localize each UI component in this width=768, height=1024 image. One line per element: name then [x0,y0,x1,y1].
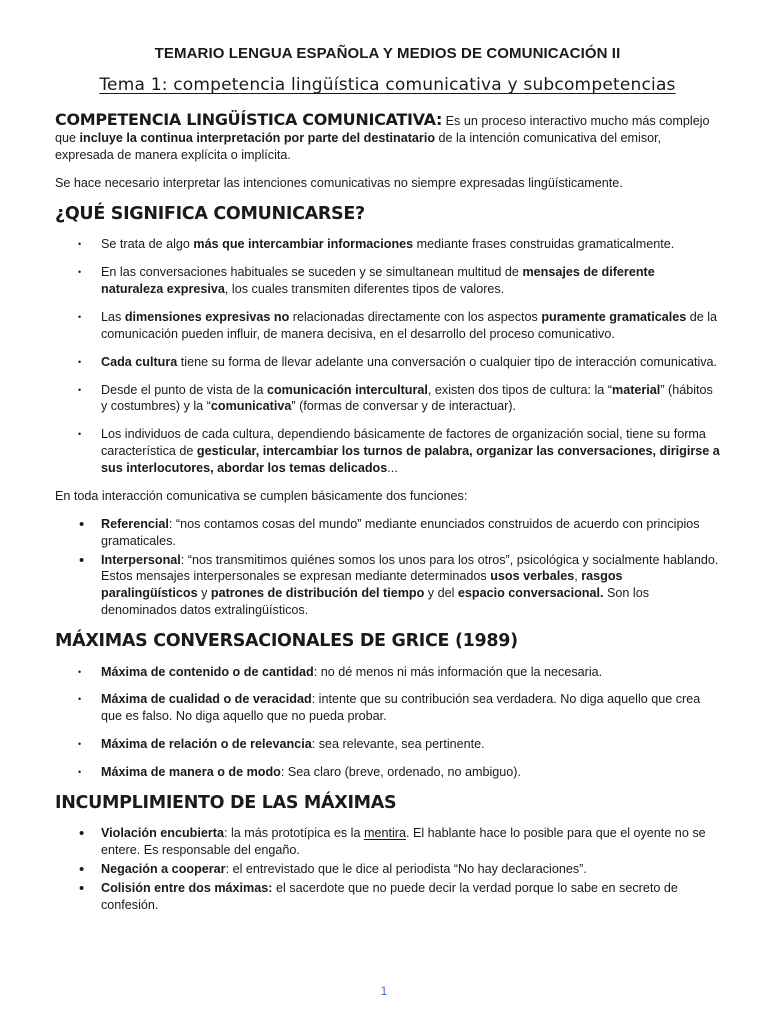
document-title: TEMARIO LENGUA ESPAÑOLA Y MEDIOS DE COMUNICACIÓN II [154,45,621,62]
list-item: • En las conversaciones habituales se suceden y se simultanean multitud de mensajes de diferente naturaleza expresiva, los cuales transmiten diferentes tipos de valores. [101,264,720,298]
intro-heading: COMPETENCIA LINGÜÍSTICA COMUNICATIVA: [55,109,443,129]
breach-list [55,825,720,913]
list-item: • Máxima de cualidad o de veracidad: intente que su contribución sea verdadera. No diga aquello que crea que es falso. No diga aquello que no pueda probar. [101,691,720,725]
list-item: • Colisión entre dos máximas: el sacerdote que no puede decir la verdad porque lo sabe en secreto de confesión. [101,880,720,914]
intro-text: de la intención comunicativa del emisor, expresada de manera explícita o implícita. [55,131,662,163]
section-heading-communicate: ¿QUÉ SIGNIFICA COMUNICARSE? [55,203,365,224]
list-item: • Máxima de relación o de relevancia: sea relevante, sea pertinente. [101,736,720,753]
list-item: • Violación encubierta: la más prototípica es la mentira. El hablante hace lo posible para que el oyente no se entere. Es responsable del engaño. [101,825,720,859]
intro-bold: incluye la continua interpretación por parte del destinatario [79,131,436,146]
list-item: • Cada cultura tiene su forma de llevar adelante una conversación o cualquier tipo de interacción comunicativa. [101,354,720,371]
list-item: • Referencial: “nos contamos cosas del mundo” mediante enunciados construidos de acuerdo con principios gramaticales. [101,516,720,550]
section-heading-maxims: MÁXIMAS CONVERSACIONALES DE GRICE (1989) [55,631,518,652]
functions-intro: En toda interacción comunicativa se cumplen básicamente dos funciones: [55,488,468,503]
page-number: 1 [380,984,388,998]
list-item: • Desde el punto de vista de la comunicación intercultural, existen dos tipos de cultura: la “material” (hábitos y costumbres) y la “comunicativa” (formas de conversar y de interactuar). [101,382,720,416]
communicate-list [55,236,720,477]
document-page [55,44,720,925]
section-heading-breach: INCUMPLIMIENTO DE LAS MÁXIMAS [55,792,397,813]
intro-text: Es un proceso interactivo mucho más complejo que [55,113,710,146]
intro-paragraph-2: Se hace necesario interpretar las intenciones comunicativas no siempre expresadas lingüísticamente. [55,176,623,191]
list-item: • Los individuos de cada cultura, dependiendo básicamente de factores de organización social, tiene su forma característica de gesticular, intercambiar los turnos de palabra, organizar las conversaciones, dirigirse a sus interlocutores, abordar los temas delicados... [101,426,720,477]
topic-title: Tema 1: competencia lingüística comunicativa y subcompetencias [99,75,676,96]
list-item: • Máxima de manera o de modo: Sea claro (breve, ordenado, no ambiguo). [101,764,720,781]
list-item: • Interpersonal: “nos transmitimos quiénes somos los unos para los otros”, psicológica y socialmente hablando. Estos mensajes interpersonales se expresan mediante determinados usos verbales, rasgos paralingüísticos y patrones de distribución del tiempo y del espacio conversacional. Son los denominados datos extralingüísticos. [101,552,720,620]
functions-list [55,516,720,619]
list-item: • Las dimensiones expresivas no relacionadas directamente con los aspectos puramente gramaticales de la comunicación pueden influir, de manera decisiva, en el desarrollo del proceso comunicativo. [101,309,720,343]
list-item: • Se trata de algo más que intercambiar informaciones mediante frases construidas gramaticalmente. [101,236,720,253]
list-item: • Máxima de contenido o de cantidad: no dé menos ni más información que la necesaria. [101,664,720,681]
maxims-list [55,664,720,781]
list-item: • Negación a cooperar: el entrevistado que le dice al periodista “No hay declaraciones”. [101,861,720,878]
intro-paragraph [55,109,720,164]
